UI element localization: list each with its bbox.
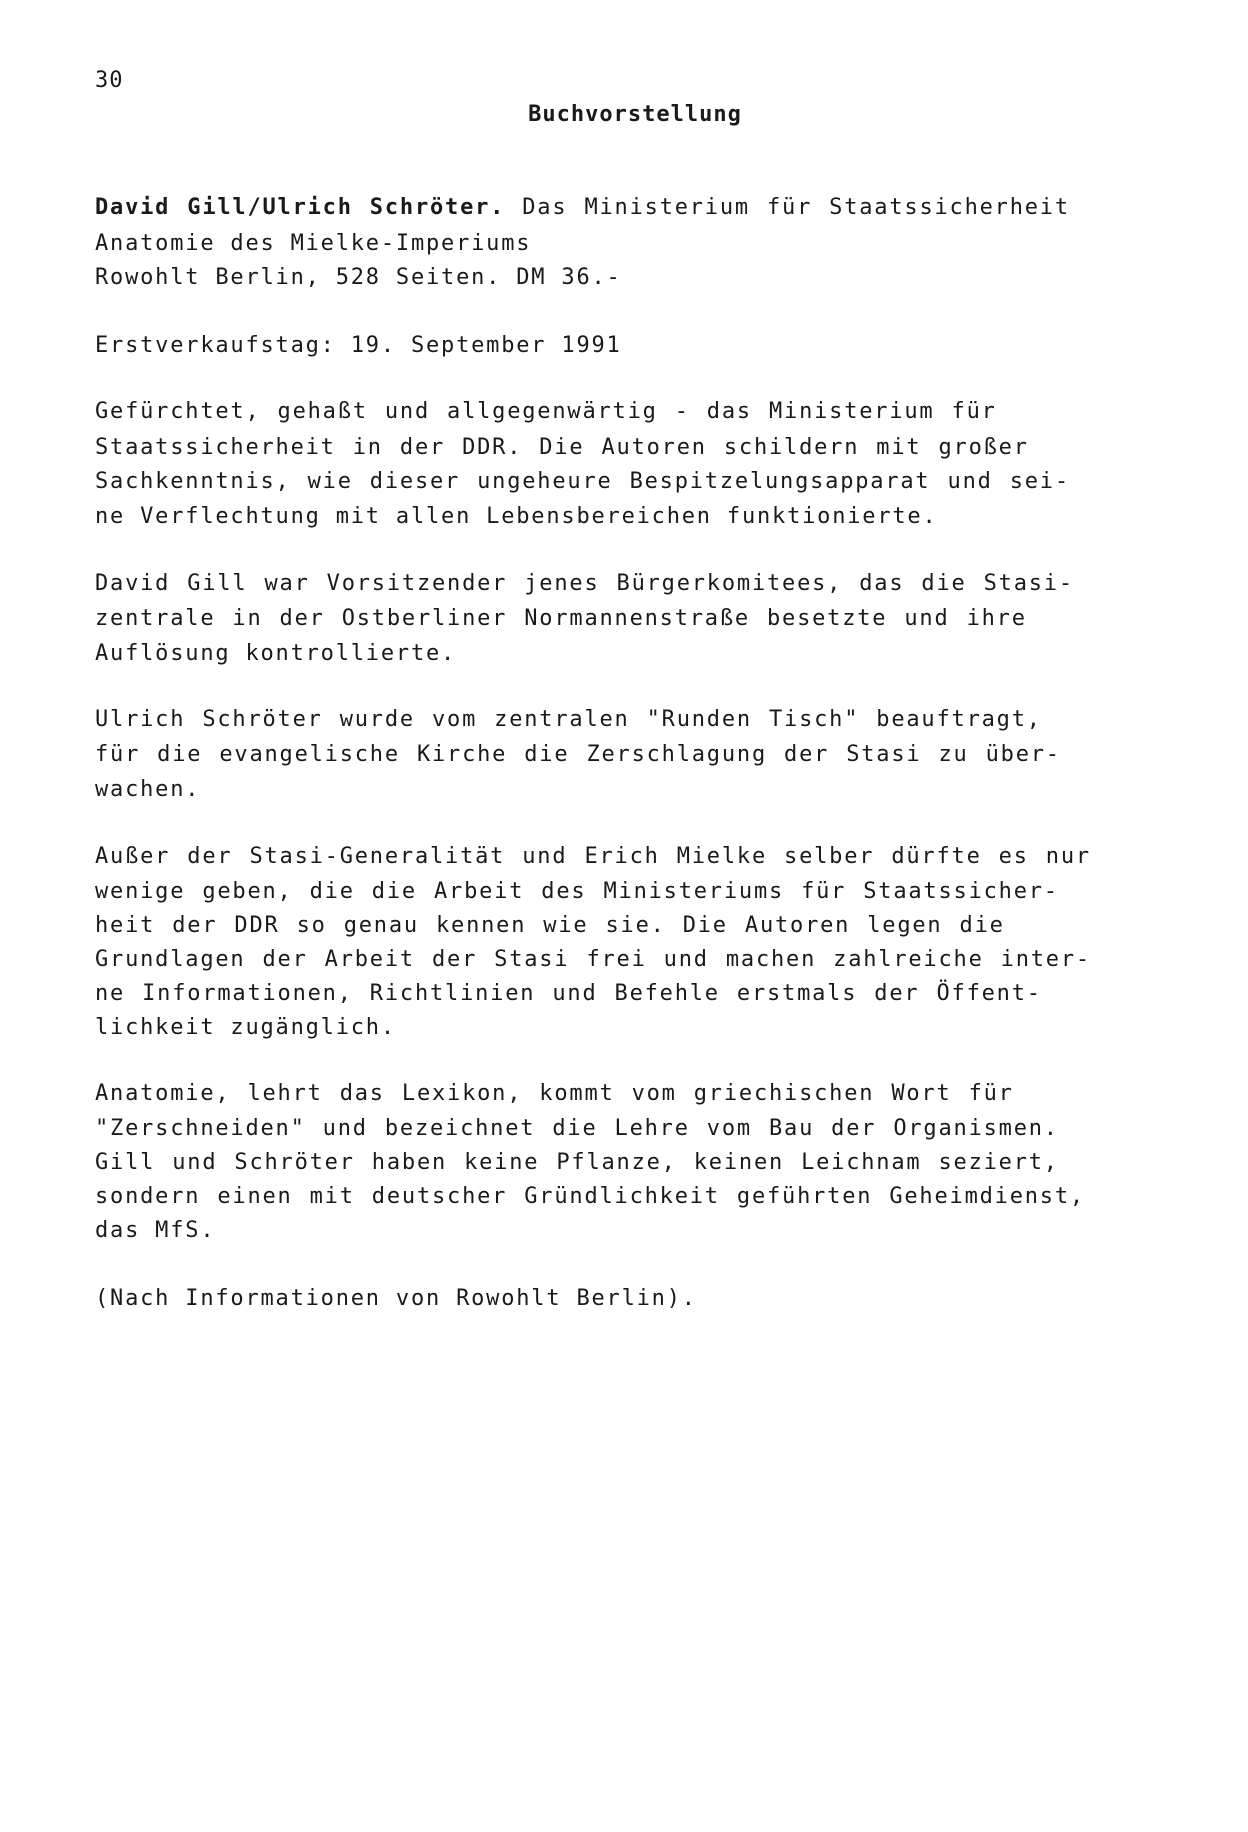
paragraph-2-line-1: David Gill war Vorsitzender jenes Bürgerkomitees, das die Stasi- xyxy=(95,571,1074,596)
book-authors: David Gill/Ulrich Schröter. xyxy=(95,195,506,220)
paragraph-5-line-5: das MfS. xyxy=(95,1218,216,1243)
paragraph-2-line-3: Auflösung kontrollierte. xyxy=(95,641,457,666)
book-title-line-1: Das Ministerium für Staatssicherheit xyxy=(522,195,1070,220)
paragraph-5-line-4: sondern einen mit deutscher Gründlichkeit geführten Geheimdienst, xyxy=(95,1184,1085,1209)
paragraph-3-line-2: für die evangelische Kirche die Zerschlagung der Stasi zu über- xyxy=(95,742,1061,767)
paragraph-1-line-1: Gefürchtet, gehaßt und allgegenwärtig - das Ministerium für xyxy=(95,399,997,424)
paragraph-1-line-2: Staatssicherheit in der DDR. Die Autoren schildern mit großer xyxy=(95,435,1029,460)
paragraph-3-line-3: wachen. xyxy=(95,777,201,802)
paragraph-4-line-4: Grundlagen der Arbeit der Stasi frei und machen zahlreiche inter- xyxy=(95,947,1091,972)
paragraph-2-line-2: zentrale in der Ostberliner Normannenstraße besetzte und ihre xyxy=(95,606,1027,631)
release-date: Erstverkaufstag: 19. September 1991 xyxy=(95,333,622,358)
closing-note: (Nach Informationen von Rowohlt Berlin). xyxy=(95,1286,697,1311)
paragraph-3-line-1: Ulrich Schröter wurde vom zentralen "Runden Tisch" beauftragt, xyxy=(95,707,1042,732)
paragraph-4-line-6: lichkeit zugänglich. xyxy=(95,1015,396,1040)
book-title-line-2: Anatomie des Mielke-Imperiums xyxy=(95,231,532,256)
paragraph-1-line-4: ne Verflechtung mit allen Lebensbereichen funktionierte. xyxy=(95,504,938,529)
paragraph-5-line-2: "Zerschneiden" und bezeichnet die Lehre vom Bau der Organismen. xyxy=(95,1116,1059,1141)
paragraph-4-line-1: Außer der Stasi-Generalität und Erich Mielke selber dürfte es nur xyxy=(95,844,1091,869)
paragraph-4-line-2: wenige geben, die die Arbeit des Ministeriums für Staatssicher- xyxy=(95,879,1059,904)
paragraph-1-line-3: Sachkenntnis, wie dieser ungeheure Bespitzelungsapparat und sei- xyxy=(95,469,1070,494)
paragraph-4-line-5: ne Informationen, Richtlinien und Befehle erstmals der Öffent- xyxy=(95,981,1042,1006)
paragraph-5-line-3: Gill und Schröter haben keine Pflanze, keinen Leichnam seziert, xyxy=(95,1150,1059,1175)
page-heading: Buchvorstellung xyxy=(528,102,742,127)
paragraph-4-line-3: heit der DDR so genau kennen wie sie. Die Autoren legen die xyxy=(95,913,1005,938)
book-citation-line-1 xyxy=(95,194,1070,222)
paragraph-5-line-1: Anatomie, lehrt das Lexikon, kommt vom griechischen Wort für xyxy=(95,1081,1014,1106)
page-number: 30 xyxy=(95,68,124,93)
book-publisher-line: Rowohlt Berlin, 528 Seiten. DM 36.- xyxy=(95,265,622,290)
